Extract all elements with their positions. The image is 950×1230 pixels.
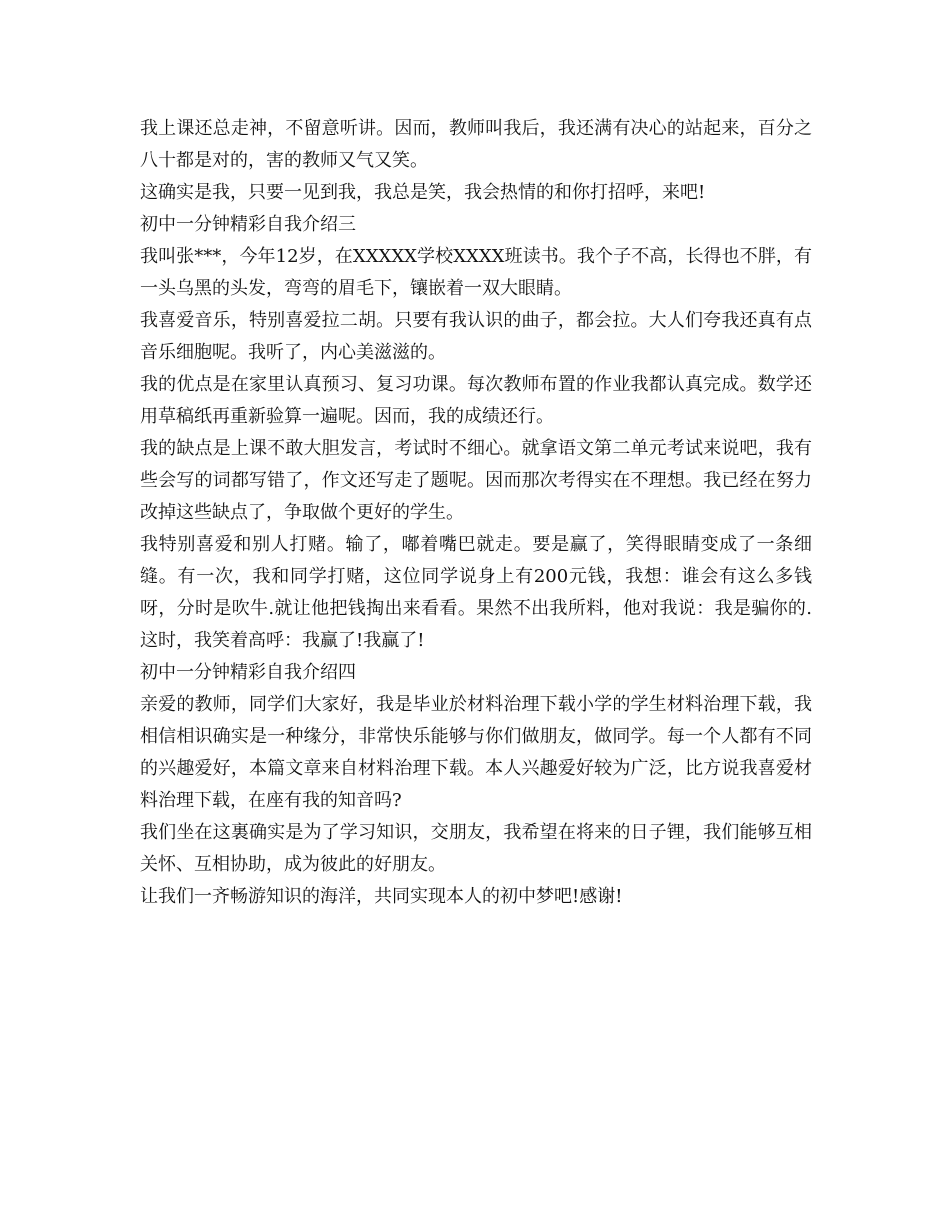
paragraph: 我上课还总走神，不留意听讲。因而，教师叫我后，我还满有决心的站起来，百分之八十都是对的，害的教师又气又笑。 [140,118,812,171]
paragraph: 让我们一齐畅游知识的海洋，共同实现本人的初中梦吧!感谢! [140,886,623,907]
section-heading: 初中一分钟精彩自我介绍三 [140,214,356,235]
paragraph: 我们坐在这裏确实是为了学习知识，交朋友，我希望在将来的日子锂，我们能够互相关怀、互相协助，成为彼此的好朋友。 [140,822,812,875]
paragraph: 这确实是我，只要一见到我，我总是笑，我会热情的和你打招呼，来吧! [140,182,706,203]
paragraph: 我的缺点是上课不敢大胆发言，考试时不细心。就拿语文第二单元考试来说吧，我有些会写的词都写错了，作文还写走了题呢。因而那次考得实在不理想。我已经在努力改掉这些缺点了，争取做个更好的学生。 [140,438,812,523]
paragraph: 亲爱的教师，同学们大家好，我是毕业於材料治理下载小学的学生材料治理下载，我相信相识确实是一种缘分，非常快乐能够与你们做朋友，做同学。每一个人都有不同的兴趣爱好，本篇文章来自材料治理下载。本人兴趣爱好较为广泛，比方说我喜爱材料治理下载，在座有我的知音吗? [140,694,812,811]
paragraph: 我特别喜爱和别人打赌。输了，嘟着嘴巴就走。要是赢了，笑得眼睛变成了一条细缝。有一次，我和同学打赌，这位同学说身上有200元钱，我想：谁会有这么多钱呀，分时是吹牛.就让他把钱掏出来看看。果然不出我所料，他对我说：我是骗你的.这时，我笑着高呼：我赢了!我赢了! [140,534,812,651]
paragraph: 我喜爱音乐，特别喜爱拉二胡。只要有我认识的曲子，都会拉。大人们夸我还真有点音乐细胞呢。我听了，内心美滋滋的。 [140,310,812,363]
document-body [140,113,812,913]
section-heading: 初中一分钟精彩自我介绍四 [140,662,356,683]
paragraph: 我叫张***，今年12岁，在XXXXX学校XXXX班读书。我个子不高，长得也不胖，有一头乌黑的头发，弯弯的眉毛下，镶嵌着一双大眼睛。 [140,246,812,299]
paragraph: 我的优点是在家里认真预习、复习功课。每次教师布置的作业我都认真完成。数学还用草稿纸再重新验算一遍呢。因而，我的成绩还行。 [140,374,812,427]
